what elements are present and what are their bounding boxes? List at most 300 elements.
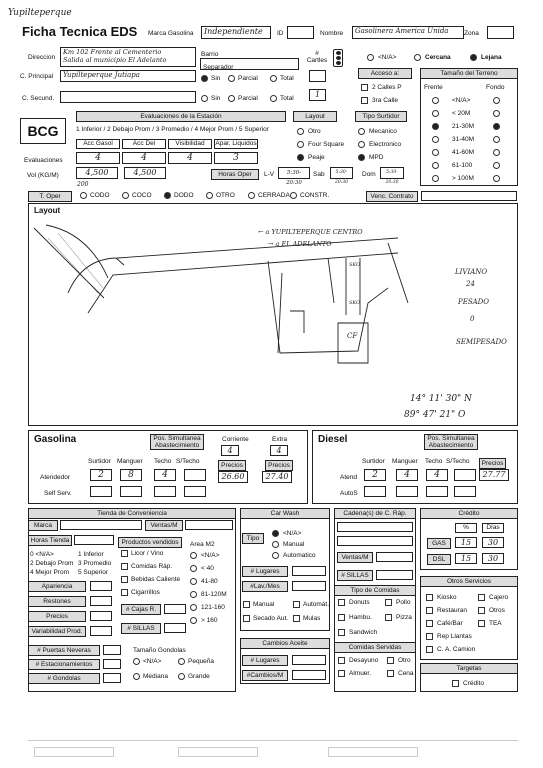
brand-field[interactable]: Independiente (201, 26, 271, 39)
carwash-manual-radio[interactable] (272, 541, 279, 548)
terrain-front-radio-3[interactable] (432, 136, 439, 143)
chain-sillas-label: # SILLAS (337, 570, 373, 581)
separator2-parcial-radio[interactable] (228, 95, 235, 102)
service-cajero-checkbox[interactable] (478, 594, 485, 601)
sketch-semipesado: SEMIPESADO (456, 338, 507, 346)
access-3ra-label: 3ra Calle (372, 97, 399, 104)
carwash-automat-label: Automát. (303, 601, 330, 608)
layout-sketch-title: Layout (34, 206, 61, 215)
terrain-size-label-2: 21-30M (452, 123, 475, 130)
name-label: Nombre (320, 30, 344, 37)
store-sales-field[interactable] (185, 520, 233, 530)
diesel-stecho-label: S/Techo (446, 458, 470, 465)
carwash-na-radio[interactable] (272, 530, 279, 537)
main-street-field[interactable]: Yupilteperque Jutiapa (60, 70, 196, 82)
gondola-pequena-radio[interactable] (178, 658, 185, 665)
credit-dsl-label: DSL (427, 554, 451, 565)
secondary-street-label: C. Secund. (22, 95, 55, 102)
gas-self-techo[interactable] (154, 486, 176, 497)
gas-stecho-field[interactable] (184, 469, 206, 481)
diesel-manguer-field[interactable]: 4 (396, 469, 418, 481)
diesel-techo-field[interactable]: 4 (426, 469, 448, 481)
gas-self-manguer[interactable] (120, 486, 142, 497)
operation-label-3: OTRO (216, 192, 235, 199)
store-hours-label: Horas Tienda (28, 535, 72, 546)
terrain-front-radio-2[interactable] (432, 123, 439, 130)
service-cafe-label: Café/Bar (437, 620, 463, 627)
store-area-radio-4[interactable] (190, 604, 197, 611)
store-cajas-field[interactable] (164, 604, 186, 614)
service-restaurant-checkbox[interactable] (426, 607, 433, 614)
operation-radio-2[interactable] (164, 192, 171, 199)
address-line2: Salida al municipio El Adelanto (63, 56, 167, 64)
separator2-total-label: Total (280, 95, 294, 102)
carwash-mulas-label: Mulas (303, 615, 321, 622)
layout-sketch-drawing (28, 203, 518, 426)
terrain-size-label-6: > 100M (452, 175, 474, 182)
lv-label: L-V (264, 171, 275, 178)
carwash-header: Car Wash (240, 508, 330, 519)
chain-served-header: Comidas Servidas (334, 642, 416, 653)
traffic-lights-count[interactable]: 1 (309, 89, 326, 101)
service-cajero-label: Cajero (489, 594, 509, 601)
contract-label: Venc. Contrato (366, 191, 418, 202)
store-scale-4: 4 Mejor Prom (30, 569, 70, 576)
pump-electronico-radio[interactable] (358, 141, 365, 148)
brand-label: Marca Gasolina (148, 30, 194, 37)
store-cigarrillos-checkbox[interactable] (121, 589, 128, 596)
address-line1: Km 102 Frente al Cementerio (63, 48, 162, 56)
carwash-auto-label: Automatico (283, 552, 316, 559)
volume-label: Vol (KG/M) (27, 172, 59, 179)
store-gondolas-label: # Gondolas (28, 673, 100, 684)
access-2calles-checkbox[interactable] (361, 84, 368, 91)
store-area-label-5: > 160 (201, 617, 218, 624)
store-restones-label: Restones (28, 596, 86, 607)
chain-hamb-checkbox[interactable] (338, 614, 345, 621)
store-bebidas-label: Bebidas Caliente (131, 576, 181, 583)
separator-parcial-label: Parcial (238, 75, 258, 82)
volume-note: 200 (77, 181, 89, 188)
chain-sales-field[interactable] (376, 552, 413, 562)
gondola-grande-radio[interactable] (178, 673, 185, 680)
eval-col-value-1[interactable]: 4 (122, 152, 166, 164)
sketch-coord-lon: 89° 47' 21" O (404, 410, 466, 420)
bcg-logo: BCG (20, 118, 66, 144)
neighborhood-label: Barrio (201, 51, 219, 58)
terrain-front-radio-6[interactable] (432, 175, 439, 182)
hours-label: Horas Oper (211, 169, 259, 180)
service-kiosko-checkbox[interactable] (426, 594, 433, 601)
store-sillas-field[interactable] (164, 623, 186, 633)
chain-hamb-label: Hambu. (349, 614, 372, 621)
diesel-prices-label: Precios (479, 458, 506, 469)
store-scale-3: 3 Promedio (78, 560, 112, 567)
store-cajas-label: # Cajas R. (121, 604, 161, 615)
chain-donuts-label: Donuts (349, 599, 370, 606)
terrain-back-radio-2[interactable] (493, 123, 500, 130)
store-area-label-1: < 40 (201, 565, 214, 572)
sketch-pump-2: SKO (349, 300, 361, 306)
zone-field[interactable] (487, 26, 514, 39)
chain-desayuno-label: Desayuno (349, 657, 379, 664)
store-licor-checkbox[interactable] (121, 550, 128, 557)
store-apariencia-field[interactable] (90, 581, 112, 591)
store-licor-label: Licor / Vino (131, 550, 164, 557)
credit-gas-pct-field[interactable]: 15 (455, 537, 477, 548)
eval-col-header-0: Acc Gasol (76, 139, 120, 149)
store-apariencia-label: Apariencia (28, 581, 86, 592)
credit-dsl-days-field[interactable]: 30 (482, 553, 504, 564)
pump-mpd-radio[interactable] (358, 154, 365, 161)
service-tea-checkbox[interactable] (478, 620, 485, 627)
store-brand-field[interactable] (60, 520, 142, 530)
gondola-na-radio[interactable] (133, 658, 140, 665)
store-area-radio-1[interactable] (190, 565, 197, 572)
carwash-automat-checkbox[interactable] (293, 601, 300, 608)
gas-price-field-2[interactable]: 27.40 (262, 471, 292, 483)
corriente-label: Corriente (222, 436, 249, 443)
carwash-auto-radio[interactable] (272, 552, 279, 559)
evaluation-header: Evaluaciones de la Estación (76, 111, 286, 122)
carwash-lav-field[interactable] (292, 581, 326, 591)
chain-donuts-checkbox[interactable] (338, 599, 345, 606)
store-area-label-2: 41-80 (201, 578, 218, 585)
access-3ra-checkbox[interactable] (361, 97, 368, 104)
operation-radio-3[interactable] (206, 192, 213, 199)
eval-col-value-0[interactable]: 4 (76, 152, 120, 164)
carwash-places-label: # Lugares (242, 566, 288, 577)
carwash-manual-checkbox[interactable] (243, 601, 250, 608)
store-scale-2: 2 Debajo Prom (30, 560, 74, 567)
terrain-front-radio-5[interactable] (432, 162, 439, 169)
service-rep-checkbox[interactable] (426, 633, 433, 640)
store-area-radio-5[interactable] (190, 617, 197, 624)
store-gondola-size-label: Tamaño Gondolas (133, 647, 186, 654)
pump-electronico-label: Electronico (369, 141, 402, 148)
pump-mecanico-label: Mecanico (369, 128, 397, 135)
separator-sin-label: Sin (211, 75, 221, 82)
gas-prices-label-2: Precios (265, 460, 293, 471)
store-area-label: Area M2 (190, 541, 215, 548)
gondola-pequena-label: Pequeña (188, 658, 215, 665)
extra-label: Extra (272, 436, 288, 443)
terrain-back-radio-4[interactable] (493, 149, 500, 156)
chain-header: Cadena(s) de C. Ráp. (334, 508, 416, 519)
store-variabilidad-label: Variabilidad Prod. (28, 626, 86, 637)
oil-header: Cambios Aceite (240, 638, 330, 649)
operation-label-4: CERRADA (258, 192, 290, 199)
credit-dsl-pct-field[interactable]: 15 (455, 553, 477, 564)
oil-changes-field[interactable] (292, 670, 326, 680)
chain-pizza-checkbox[interactable] (385, 614, 392, 621)
store-brand-label: Marca (28, 520, 58, 531)
evaluation-row-label: Evaluaciones (24, 157, 63, 164)
gas-price-field-1[interactable]: 26.60 (218, 471, 248, 483)
terrain-front-radio-4[interactable] (432, 149, 439, 156)
eval-col-header-1: Acc Del (122, 139, 166, 149)
carwash-secado-checkbox[interactable] (243, 615, 250, 622)
pump-type-header: Tipo Surtidor (355, 111, 407, 122)
diesel-surtidor-label: Surtidor (362, 458, 385, 465)
terrain-size-label-1: < 20M (452, 110, 471, 117)
gasolina-title: Gasolina (34, 434, 77, 445)
diesel-price-field[interactable]: 27.77 (479, 469, 509, 481)
gas-atendedor-label: Atendedor (40, 474, 70, 481)
store-area-radio-2[interactable] (190, 578, 197, 585)
proximity-lejana-label: Lejana (481, 54, 502, 61)
eval-col-header-2: Visibilidad (168, 139, 212, 149)
sketch-pesado-value: 0 (470, 315, 475, 323)
pump-mpd-label: MPD (369, 154, 384, 161)
secondary-street-field[interactable] (60, 91, 196, 103)
store-cigarrillos-label: Cigarrillos (131, 589, 160, 596)
store-hours-field[interactable] (74, 535, 114, 545)
evaluation-scale: 1 Inferior / 2 Debajo Prom / 3 Promedio / 4 Mejor Prom / 5 Superior (76, 126, 269, 133)
dom-label: Dom (362, 171, 376, 178)
sab-field[interactable]: 5:30-20:30 (330, 167, 353, 179)
eval-col-value-2[interactable]: 4 (168, 152, 212, 164)
sketch-coord-lat: 14° 11' 30" N (410, 394, 472, 404)
volume-field-2[interactable]: 4,500 (124, 167, 166, 179)
chain-food-type-header: Tipo de Comidas (334, 585, 416, 596)
chain-almuer-label: Almuer. (349, 670, 372, 677)
gondola-na-label: <N/A> (143, 658, 162, 665)
carwash-mulas-checkbox[interactable] (293, 615, 300, 622)
chain-name-field[interactable] (337, 522, 413, 532)
operation-radio-4[interactable] (248, 192, 255, 199)
terrain-back-radio-5[interactable] (493, 162, 500, 169)
store-gondolas-field[interactable] (103, 673, 121, 683)
credit-header: Crédito (420, 508, 518, 519)
access-2calles-label: 2 Calles P (372, 84, 402, 91)
diesel-autos-manguer[interactable] (396, 486, 418, 497)
operation-label-2: DODO (174, 192, 194, 199)
terrain-front-radio-1[interactable] (432, 110, 439, 117)
carwash-manual-label: Manual (283, 541, 305, 548)
credit-pct-header: % (455, 523, 477, 533)
carwash-type-label: Tipo (242, 533, 264, 544)
handwritten-name: Yupilteperque (8, 8, 72, 18)
store-scale-0: 0 <N/A> (30, 551, 54, 558)
volume-field-1[interactable]: 4,500 (76, 167, 118, 179)
access-header: Acceso a: (358, 68, 412, 79)
terrain-size-label-5: 61-100 (452, 162, 473, 169)
store-sillas-label: # SILLAS (121, 623, 161, 634)
store-bebidas-checkbox[interactable] (121, 576, 128, 583)
lv-field[interactable]: 5:30-20:30 (278, 167, 310, 179)
operation-radio-5[interactable] (290, 192, 297, 199)
chain-pollo-checkbox[interactable] (385, 599, 392, 606)
carwash-manual-check-label: Manual (253, 601, 275, 608)
gas-techo-label: Techo (154, 458, 172, 465)
terrain-front-radio-0[interactable] (432, 97, 439, 104)
address-field[interactable] (60, 47, 196, 67)
separator2-sin-radio[interactable] (201, 95, 208, 102)
sketch-pesado: PESADO (458, 298, 490, 306)
store-scale-1: 1 Inferior (78, 551, 104, 558)
separator-parcial-radio[interactable] (228, 75, 235, 82)
gas-self-surtidor[interactable] (90, 486, 112, 497)
store-scale-5: 5 Superior (78, 569, 108, 576)
service-tea-label: TEA (489, 620, 502, 627)
credit-gas-days-field[interactable]: 30 (482, 537, 504, 548)
terrain-front-label: Frente (424, 84, 443, 91)
gas-manguer-label: Manguer (117, 458, 143, 465)
diesel-atend-label: Atend (340, 474, 357, 481)
proximity-cercana-radio[interactable] (414, 54, 421, 61)
main-street-label: C. Principal (20, 73, 54, 80)
terrain-header: Tamaño del Terreno (420, 68, 518, 79)
layout-four-square-radio[interactable] (297, 141, 304, 148)
id-label: ID (277, 30, 284, 37)
credit-gas-label: GAS (427, 538, 451, 549)
gasolina-pos-label: Pos. Simultanea Abastecimiento (150, 434, 204, 450)
store-precios-field[interactable] (90, 611, 112, 621)
store-neveras-field[interactable] (103, 645, 121, 655)
contract-field[interactable] (421, 191, 517, 201)
dom-field[interactable]: 5:30-20:30 (380, 167, 404, 179)
store-variabilidad-field[interactable] (90, 626, 112, 636)
diesel-title: Diesel (318, 434, 348, 445)
carwash-places-field[interactable] (292, 566, 326, 576)
sketch-liviano-value: 24 (466, 280, 475, 288)
gas-surtidor-label: Surtidor (88, 458, 111, 465)
chain-sandwich-checkbox[interactable] (338, 629, 345, 636)
service-restaurant-label: Restauran (437, 607, 467, 614)
separator2-parcial-label: Parcial (238, 95, 258, 102)
oil-places-field[interactable] (292, 655, 326, 665)
layout-four-square-label: Four Square (308, 141, 345, 148)
proximity-na-label: <N/A> (378, 54, 397, 61)
store-header: Tienda de Conveniencia (28, 508, 236, 519)
service-camion-checkbox[interactable] (426, 646, 433, 653)
store-estacionamientos-label: # Estacionamientos (28, 659, 100, 670)
chain-desayuno-checkbox[interactable] (338, 657, 345, 664)
diesel-autos-techo[interactable] (426, 486, 448, 497)
service-kiosko-label: Kiosko (437, 594, 457, 601)
chain-cena-label: Cena (398, 670, 414, 677)
terrain-size-label-4: 41-60M (452, 149, 475, 156)
store-estacionamientos-field[interactable] (103, 659, 121, 669)
gas-self-stecho[interactable] (184, 486, 206, 497)
pump-mecanico-radio[interactable] (358, 128, 365, 135)
gas-stecho-label: S/Techo (176, 458, 200, 465)
layout-peaje-radio[interactable] (297, 154, 304, 161)
terrain-size-label-0: <N/A> (452, 97, 471, 104)
store-comidas-label: Comidas Ráp. (131, 563, 173, 570)
separator-total-radio[interactable] (270, 75, 277, 82)
chain-pizza-label: Pizza (396, 614, 412, 621)
oil-places-label: # Lugares (242, 655, 288, 666)
cards-header: Targetas (420, 663, 518, 674)
corriente-field[interactable]: 4 (221, 445, 239, 456)
diesel-autos-label: AutoS (340, 490, 358, 497)
eval-col-header-3: Apar. Liquidos (215, 140, 257, 147)
store-comidas-checkbox[interactable] (121, 563, 128, 570)
terrain-back-label: Fondo (486, 84, 505, 91)
diesel-autos-surtidor[interactable] (364, 486, 386, 497)
service-otros-label: Otros (489, 607, 505, 614)
terrain-size-label-3: 31-40M (452, 136, 475, 143)
extra-field[interactable]: 4 (270, 445, 288, 456)
credit-days-header: Días (482, 523, 504, 533)
layout-peaje-label: Peaje (308, 154, 325, 161)
diesel-surtidor-field[interactable]: 2 (364, 469, 386, 481)
chain-otro-checkbox[interactable] (387, 657, 394, 664)
service-camion-label: C. A. Camion (437, 646, 476, 653)
gas-techo-field[interactable]: 4 (154, 469, 176, 481)
separator2-total-radio[interactable] (270, 95, 277, 102)
layout-otro-label: Otro (308, 128, 321, 135)
operation-radio-1[interactable] (122, 192, 129, 199)
proximity-lejana-radio[interactable] (470, 54, 477, 61)
chain-sales-label: Ventas/M (337, 552, 373, 563)
operation-radio-0[interactable] (80, 192, 87, 199)
terrain-back-radio-3[interactable] (493, 136, 500, 143)
diesel-stecho-field[interactable] (454, 469, 476, 481)
chain-almuer-checkbox[interactable] (338, 670, 345, 677)
gondola-mediana-radio[interactable] (133, 673, 140, 680)
proximity-na-radio[interactable] (367, 54, 374, 61)
terrain-back-radio-0[interactable] (493, 97, 500, 104)
diesel-autos-stecho[interactable] (454, 486, 476, 497)
store-area-label-3: 81-120M (201, 591, 227, 598)
cards-credit-checkbox[interactable] (452, 680, 459, 687)
zone-label: Zona (464, 30, 479, 37)
diesel-techo-label: Techo (425, 458, 443, 465)
chain-pollo-label: Pollo (396, 599, 411, 606)
sketch-pump-1: SKO (349, 262, 361, 268)
services-header: Otros Servicios (420, 576, 518, 587)
store-restones-field[interactable] (90, 596, 112, 606)
store-sales-label: Ventas/M (145, 520, 183, 531)
oil-changes-label: #Cambios/M (242, 670, 288, 681)
operation-label-5: CONSTR. (300, 192, 330, 199)
gas-self-label: Self Serv. (44, 490, 72, 497)
store-area-radio-3[interactable] (190, 591, 197, 598)
page-bleed-through (28, 740, 518, 768)
traffic-lights-label: # Cartles (306, 50, 328, 64)
eval-col-value-3[interactable]: 3 (214, 152, 258, 164)
gas-prices-label-1: Precios (218, 460, 246, 471)
chain-cena-checkbox[interactable] (387, 670, 394, 677)
service-otros-checkbox[interactable] (478, 607, 485, 614)
chain-name-field-2[interactable] (337, 536, 413, 546)
store-area-radio-0[interactable] (190, 552, 197, 559)
store-area-label-4: 121-160 (201, 604, 225, 611)
service-cafe-checkbox[interactable] (426, 620, 433, 627)
id-field[interactable] (287, 26, 314, 39)
separator2-sin-label: Sin (211, 95, 221, 102)
terrain-back-radio-6[interactable] (493, 175, 500, 182)
gas-manguer-field[interactable]: 8 (120, 469, 142, 481)
carwash-secado-label: Secado Aut. (253, 615, 289, 622)
layout-otro-radio[interactable] (297, 128, 304, 135)
gas-surtidor-field[interactable]: 2 (90, 469, 112, 481)
traffic-light-icon (333, 49, 343, 67)
store-neveras-label: # Puertas Neveras (28, 645, 100, 656)
terrain-back-radio-1[interactable] (493, 110, 500, 117)
name-field[interactable]: Gasolinera America Unida (352, 26, 464, 39)
separator-total-label: Total (280, 75, 294, 82)
chain-sillas-field[interactable] (376, 570, 413, 580)
layout-header: Layout (293, 111, 337, 122)
operation-label-0: CODO (90, 192, 110, 199)
cards-credit-label: Crédito (463, 680, 484, 687)
separator-sin-radio[interactable] (201, 75, 208, 82)
traffic-lights-field[interactable] (309, 70, 326, 82)
